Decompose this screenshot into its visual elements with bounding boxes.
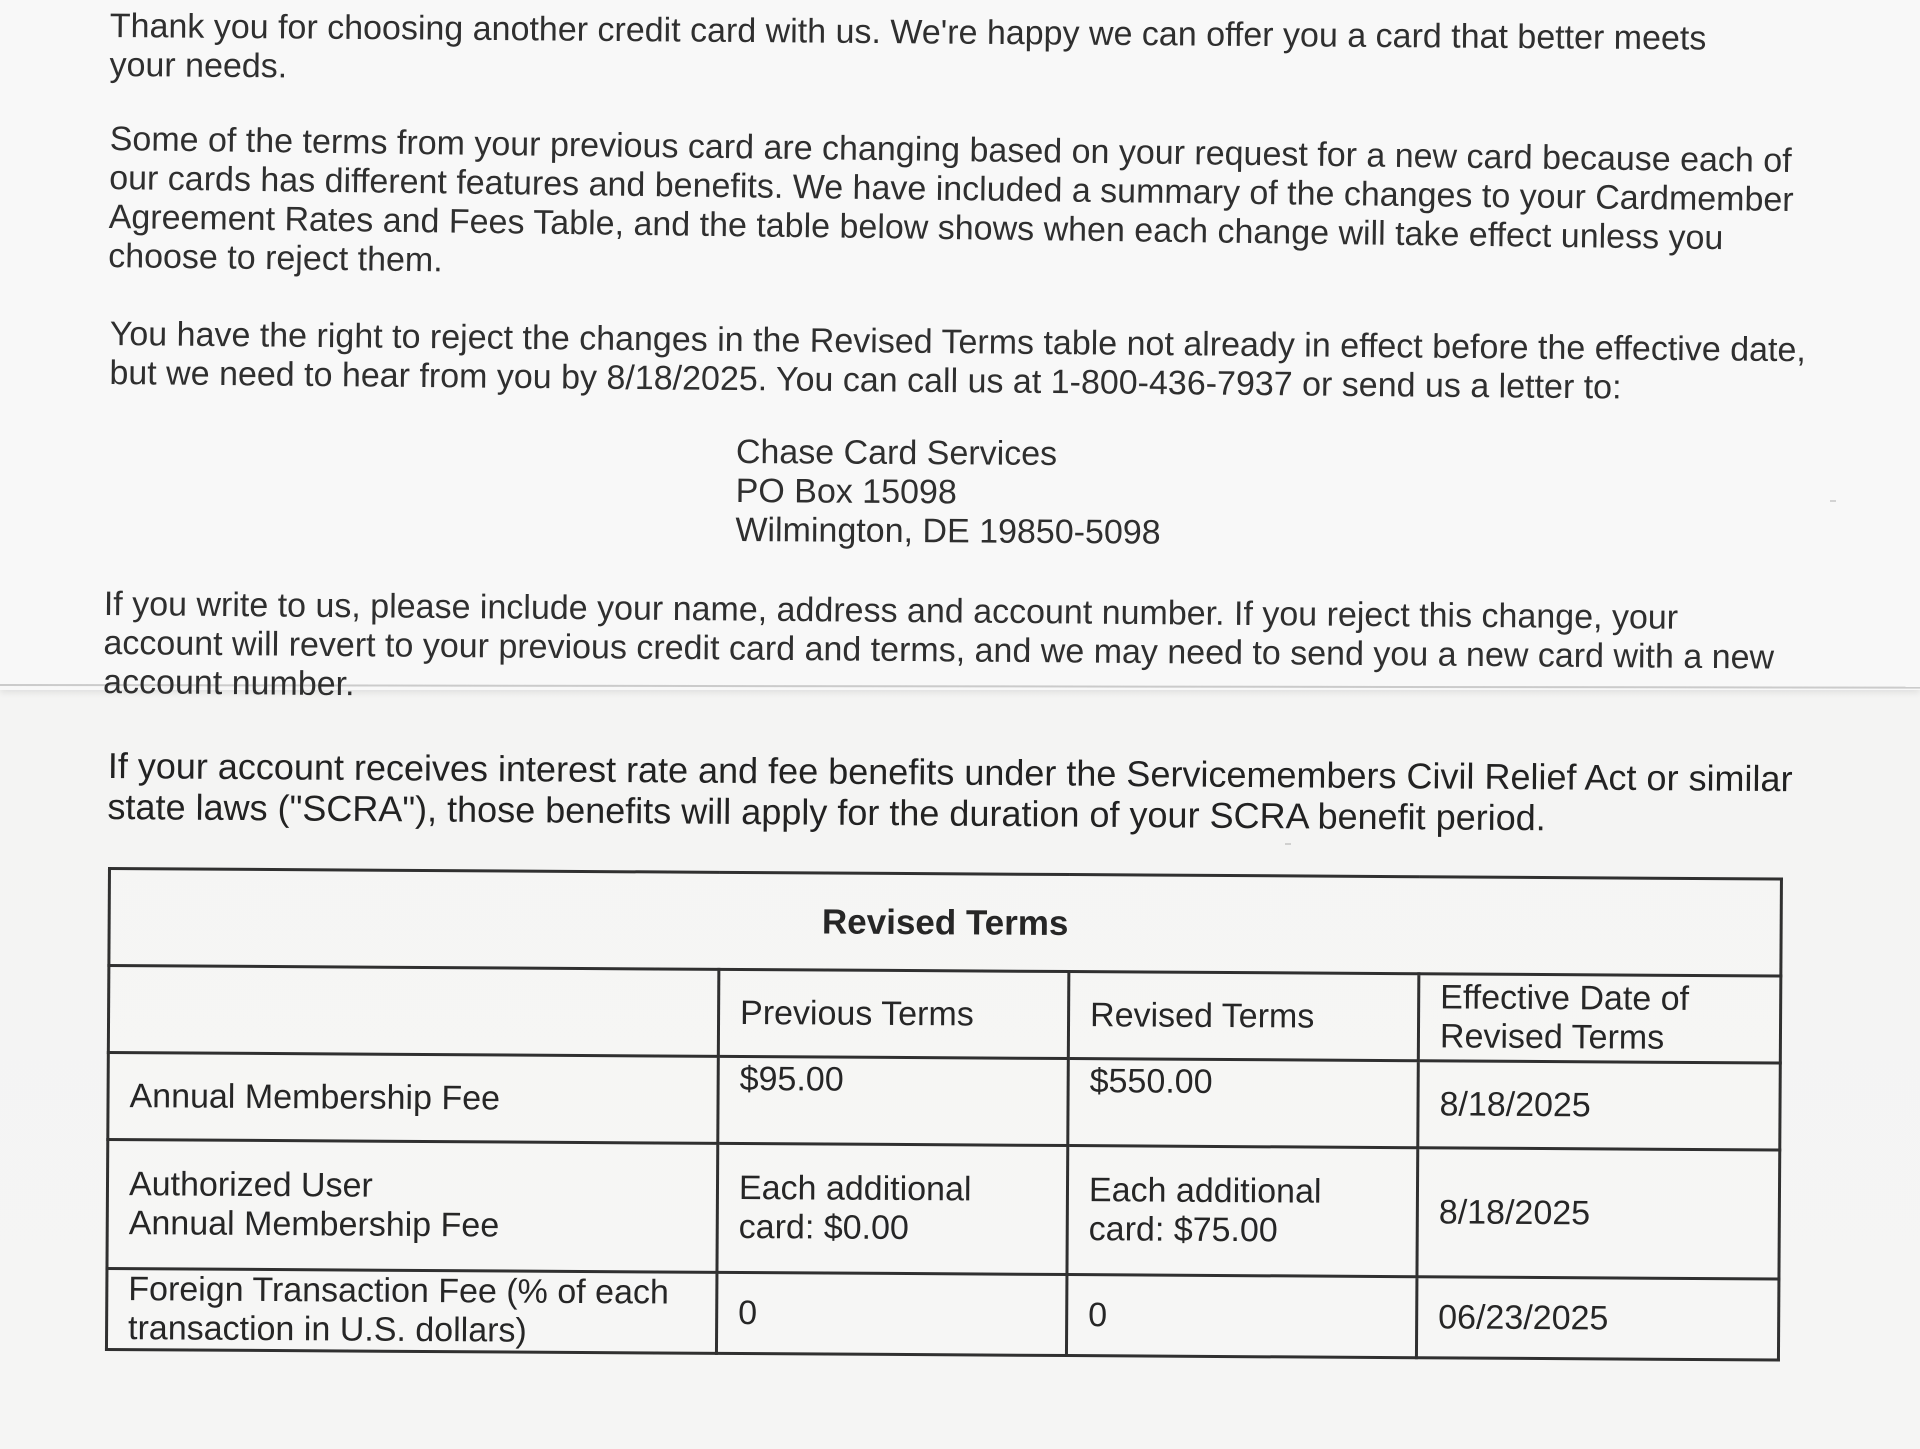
paper-speck — [1830, 500, 1836, 502]
table-row — [107, 1140, 1780, 1280]
authorized-user-previous-line-1: Each additional — [738, 1168, 972, 1209]
authorized-user-previous-line-2: card: $0.00 — [738, 1207, 909, 1248]
address-po-box: PO Box 15098 — [735, 471, 957, 512]
authorized-user-revised-line-1: Each additional — [1088, 1171, 1322, 1211]
foreign-fee-label-line-1: Foreign Transaction Fee (% of each — [128, 1270, 669, 1312]
mailing-address — [735, 433, 1161, 553]
paper-speck — [1285, 843, 1291, 845]
authorized-user-previous — [717, 1143, 1068, 1274]
table-header-row — [108, 966, 1781, 1064]
written-request-paragraph: If you write to us, please include your name, address and account number. If you reject this change, your account will revert to your previous credit card and terms, and we may need to send you a new card with a new account number. — [102, 585, 1775, 704]
table-row — [108, 1053, 1781, 1151]
foreign-fee-label-line-2: transaction in U.S. dollars) — [127, 1309, 527, 1350]
foreign-fee-revised: 0 — [1066, 1275, 1417, 1358]
revised-terms-header: Revised Terms — [1068, 972, 1419, 1061]
annual-fee-revised: $550.00 — [1068, 1059, 1419, 1148]
authorized-user-label-line-2: Annual Membership Fee — [128, 1204, 500, 1245]
previous-terms-header: Previous Terms — [718, 969, 1069, 1058]
authorized-user-effective-date: 8/18/2025 — [1417, 1148, 1780, 1279]
address-city-state-zip: Wilmington, DE 19850-5098 — [735, 510, 1161, 552]
table-title: Revised Terms — [109, 869, 1782, 977]
table-row — [106, 1269, 1779, 1361]
annual-fee-effective-date: 8/18/2025 — [1418, 1061, 1781, 1150]
revised-terms-table — [105, 867, 1783, 1362]
scra-paragraph: If your account receives interest rate and fee benefits under the Servicemembers Civil Relief Act or similar state laws ("SCRA"), those benefits will apply for the duration of your SCRA benefit period. — [107, 745, 1793, 839]
foreign-transaction-fee-label — [106, 1269, 716, 1354]
table-title-row — [109, 869, 1782, 977]
effective-date-header-line-1: Effective Date of — [1440, 978, 1690, 1018]
authorized-user-fee-label — [107, 1140, 718, 1273]
authorized-user-revised-line-2: card: $75.00 — [1088, 1210, 1278, 1250]
reject-rights-paragraph: You have the right to reject the changes in the Revised Terms table not already in effect before the effective date, but we need to hear from you by 8/18/2025. You can call us at 1-800-436-7937 or send us a letter to: — [109, 315, 1806, 407]
annual-fee-previous: $95.00 — [718, 1056, 1069, 1145]
annual-membership-fee-label: Annual Membership Fee — [108, 1053, 719, 1144]
address-company: Chase Card Services — [735, 433, 1058, 473]
effective-date-header — [1418, 974, 1781, 1063]
empty-header-cell — [108, 966, 719, 1057]
authorized-user-label-line-1: Authorized User — [128, 1165, 373, 1205]
foreign-fee-effective-date: 06/23/2025 — [1416, 1277, 1779, 1360]
foreign-fee-previous: 0 — [716, 1272, 1067, 1355]
thank-you-paragraph: Thank you for choosing another credit card with us. We're happy we can offer you a card that better meets your needs. — [109, 7, 1707, 86]
authorized-user-revised — [1067, 1146, 1418, 1277]
effective-date-header-line-2: Revised Terms — [1439, 1017, 1665, 1057]
changing-terms-paragraph: Some of the terms from your previous card are changing based on your request for a new card because each of our cards has different features and benefits. We have included a summary of the changes to your Cardmember Agreement Rates and Fees Table, and the table below shows when each change will take effect unless you choose to reject them. — [107, 120, 1794, 280]
